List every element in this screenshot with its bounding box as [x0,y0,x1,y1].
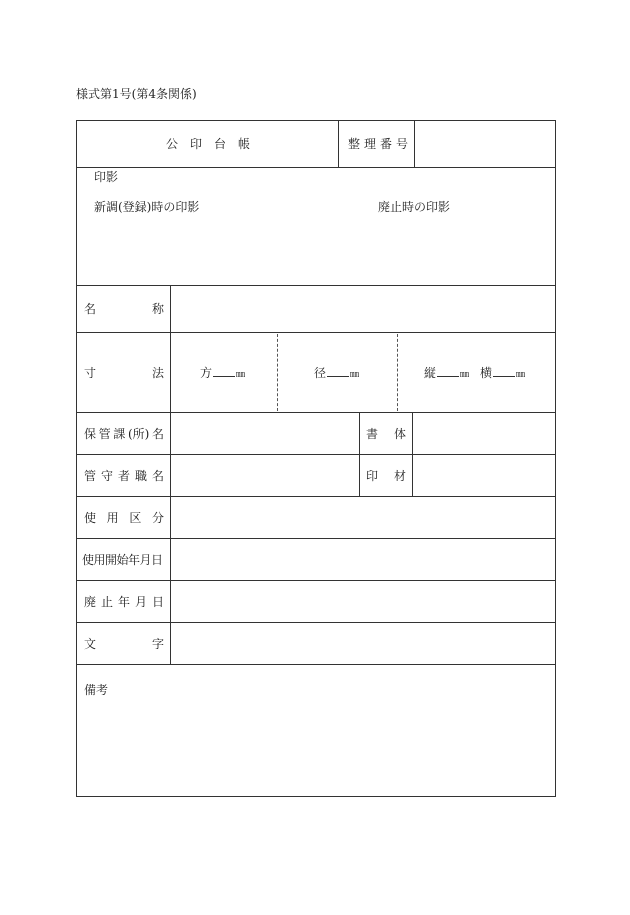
row-divider [76,332,556,333]
name-field[interactable] [172,287,553,331]
custodian-label: 管 守 者 職 名 [84,469,164,483]
row-divider [76,454,556,455]
remarks-field[interactable] [78,700,553,794]
size-label: 寸 法 [84,366,164,380]
size-horizontal: 横 ㎜ [480,366,526,380]
usage-label: 使 用 区 分 [84,511,164,525]
dept-label: 保 管 課 (所) 名 [84,427,164,441]
end-date-field[interactable] [172,582,553,621]
material-field[interactable] [414,456,553,495]
custodian-field[interactable] [172,456,358,495]
imprint-abolished-area[interactable] [318,218,553,283]
label-col-divider [170,285,171,665]
table-border-right [555,120,556,797]
col-divider [414,120,415,168]
script-field[interactable] [414,414,553,453]
table-border-top [76,120,556,121]
number-field[interactable] [416,122,554,166]
remarks-label: 備考 [84,683,109,697]
row-divider [76,538,556,539]
name-label: 名 称 [84,302,164,316]
table-border-left [76,120,77,797]
row-divider [76,496,556,497]
row-divider [76,580,556,581]
row-divider [76,622,556,623]
horizontal-blank[interactable] [493,366,515,377]
size-diameter: 径 ㎜ [314,366,360,380]
col-divider [412,412,413,497]
end-date-label: 廃 止 年 月 日 [84,595,164,609]
imprint-abolished-label: 廃止時の印影 [378,200,451,214]
imprint-new-area[interactable] [78,218,316,283]
square-blank[interactable] [213,366,235,377]
size-dashed-divider [277,334,278,411]
diameter-blank[interactable] [327,366,349,377]
row-divider [76,167,556,168]
col-divider [359,412,360,497]
start-date-label: 使用開始年月日 [82,553,163,567]
row-divider [76,664,556,665]
dept-field[interactable] [172,414,358,453]
imprint-section-label: 印影 [94,170,119,184]
script-label: 書 体 [366,427,406,441]
row-divider [76,412,556,413]
number-label: 整 理 番 号 [348,137,408,151]
characters-label: 文 字 [84,637,164,651]
vertical-blank[interactable] [437,366,459,377]
ledger-title: 公 印 台 帳 [166,137,250,151]
size-dashed-divider [397,334,398,411]
table-border-bottom [76,796,556,797]
imprint-new-label: 新調(登録)時の印影 [94,200,200,214]
row-divider [76,285,556,286]
form-caption: 様式第1号(第4条関係) [76,87,197,101]
start-date-field[interactable] [172,540,553,579]
col-divider [338,120,339,168]
size-square: 方 ㎜ [200,366,246,380]
size-vertical: 縦 ㎜ [424,366,470,380]
characters-field[interactable] [172,624,553,663]
usage-field[interactable] [172,498,553,537]
material-label: 印 材 [366,469,406,483]
